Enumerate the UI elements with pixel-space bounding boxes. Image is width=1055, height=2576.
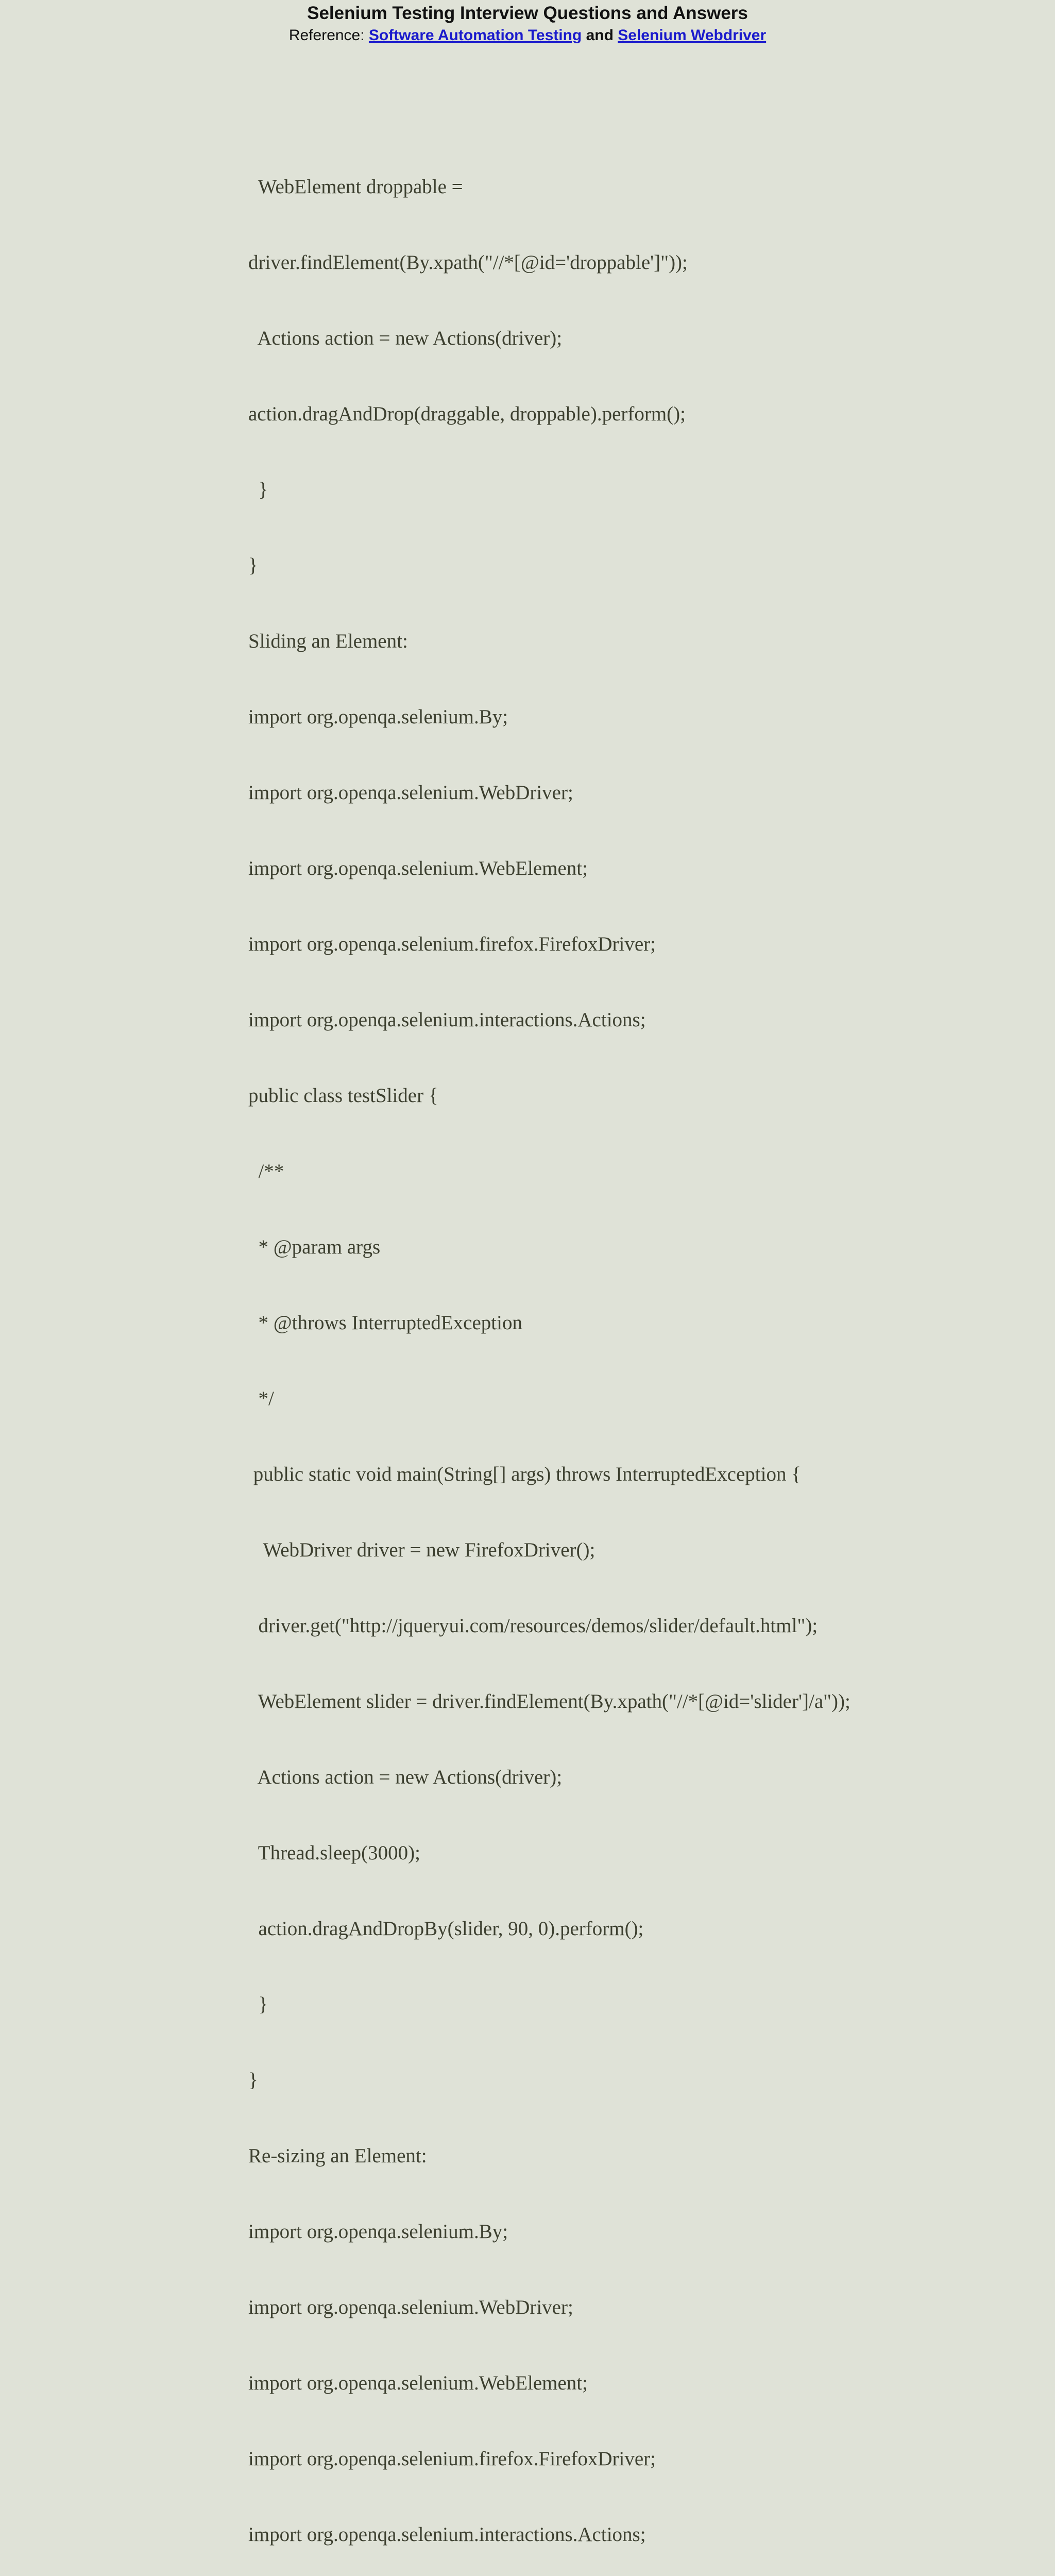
code-line: } [248,1993,268,2015]
code-line: */ [248,1387,274,1410]
code-line: import org.openqa.selenium.firefox.FirefoxDriver; [248,933,656,955]
code-line: public static void main(String[] args) throws InterruptedException { [248,1463,801,1485]
reference-prefix: Reference: [288,27,369,44]
code-line: import org.openqa.selenium.By; [248,2221,508,2243]
code-line: import org.openqa.selenium.WebElement; [248,857,588,879]
code-line: import org.openqa.selenium.WebDriver; [248,2296,573,2318]
code-line: /** [248,1160,284,1182]
code-line: driver.findElement(By.xpath("//*[@id='droppable']")); [248,251,688,274]
code-line: WebElement droppable = [248,176,463,198]
code-line: Actions action = new Actions(driver); [248,327,563,349]
code-line: } [248,479,268,501]
code-line: import org.openqa.selenium.interactions.Actions; [248,2523,646,2546]
code-line: import org.openqa.selenium.WebDriver; [248,782,573,804]
code-line: } [248,554,258,577]
code-line: action.dragAndDrop(draggable, droppable).perform(); [248,403,686,425]
section-heading-sliding: Sliding an Element: [248,630,408,652]
section-heading-resizing: Re-sizing an Element: [248,2145,427,2167]
code-line: action.dragAndDropBy(slider, 90, 0).perform(); [248,1918,644,1940]
code-line: import org.openqa.selenium.interactions.Actions; [248,1009,646,1031]
reference-line [0,26,1055,45]
code-line: } [248,2069,258,2091]
code-line: import org.openqa.selenium.WebElement; [248,2372,588,2394]
code-line: import org.openqa.selenium.By; [248,706,508,728]
selenium-webdriver-link[interactable]: Selenium Webdriver [618,27,767,44]
code-line: Thread.sleep(3000); [248,1842,420,1864]
code-line: public class testSlider { [248,1084,438,1107]
code-line: WebElement slider = driver.findElement(By.xpath("//*[@id='slider']/a")); [248,1690,850,1713]
code-line: import org.openqa.selenium.firefox.FirefoxDriver; [248,2448,656,2470]
software-automation-testing-link[interactable]: Software Automation Testing [368,27,582,44]
code-line: WebDriver driver = new FirefoxDriver(); [248,1539,595,1561]
reference-and: and [582,27,618,44]
page-title: Selenium Testing Interview Questions and Answers [307,3,748,23]
code-line: driver.get("http://jqueryui.com/resources/demos/slider/default.html"); [248,1615,818,1637]
code-line: Actions action = new Actions(driver); [248,1766,563,1788]
code-line: * @throws InterruptedException [248,1312,522,1334]
code-listing [248,124,969,2576]
code-line: * @param args [248,1236,381,1258]
